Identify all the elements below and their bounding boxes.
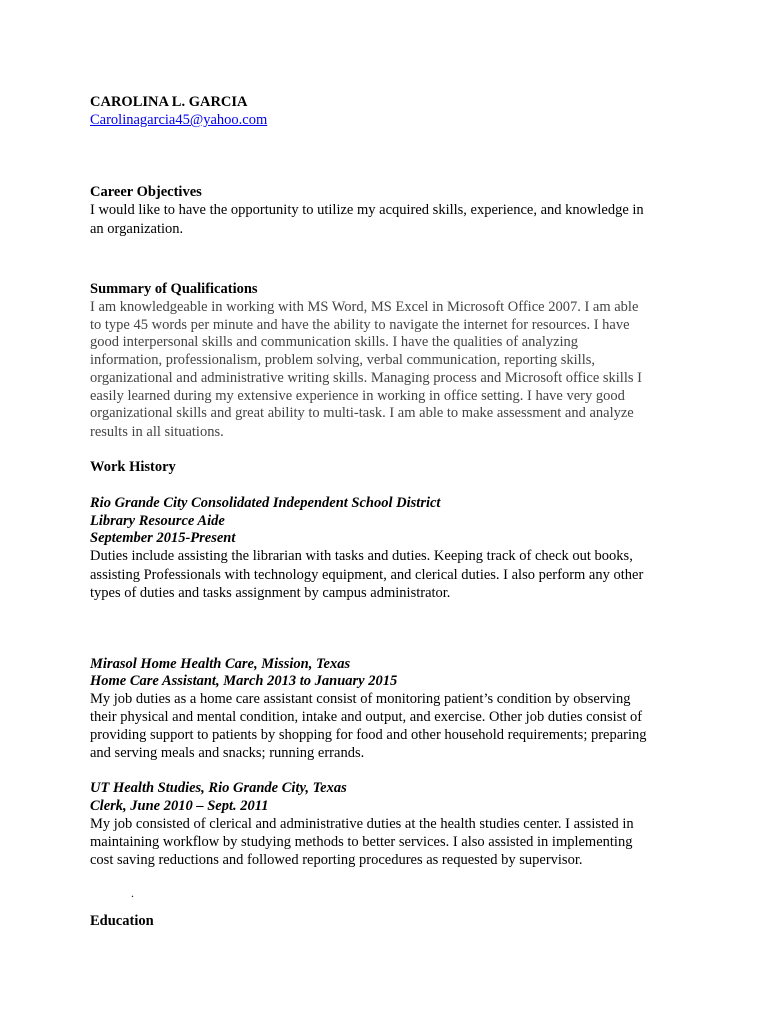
career-objectives-line: I would like to have the opportunity to utilize my acquired skills, experience, and knowledge in [90, 202, 644, 218]
summary-line: good interpersonal skills and communication skills. I have the qualities of analyzing [90, 334, 579, 350]
job-description-line: maintaining workflow by studying methods to better services. I also assisted in implementing [90, 834, 633, 850]
summary-line: I am knowledgeable in working with MS Word, MS Excel in Microsoft Office 2007. I am able [90, 299, 639, 315]
job-title-dates: Home Care Assistant, March 2013 to January 2015 [90, 673, 398, 689]
summary-line: to type 45 words per minute and have the ability to navigate the internet for resources. I have [90, 317, 630, 333]
summary-line: results in all situations. [90, 424, 224, 440]
summary-line: organizational and administrative writing skills. Managing process and Microsoft office skills I [90, 370, 642, 386]
job-description-line: My job consisted of clerical and administrative duties at the health studies center. I assisted in [90, 816, 634, 832]
job-description-line: cost saving reductions and followed reporting procedures as requested by supervisor. [90, 852, 583, 868]
job-employer: UT Health Studies, Rio Grande City, Texas [90, 780, 347, 796]
job-dates: September 2015-Present [90, 530, 236, 546]
applicant-name: CAROLINA L. GARCIA [90, 94, 248, 110]
job-description-line: assisting Professionals with technology equipment, and clerical duties. I also perform any other [90, 567, 644, 583]
career-objectives-heading: Career Objectives [90, 184, 202, 200]
job-title-dates: Clerk, June 2010 – Sept. 2011 [90, 798, 269, 814]
job-description-line: their physical and mental condition, intake and output, and exercise. Other job duties consist of [90, 709, 643, 725]
job-description-line: My job duties as a home care assistant consist of monitoring patient’s condition by observing [90, 691, 631, 707]
summary-line: information, professionalism, problem solving, verbal communication, reporting skills, [90, 352, 596, 368]
work-history-heading: Work History [90, 459, 176, 475]
stray-period-mark: . [131, 886, 134, 900]
job-employer: Rio Grande City Consolidated Independent School District [90, 495, 441, 511]
email-link[interactable]: Carolinagarcia45@yahoo.com [90, 112, 268, 128]
job-description-line: and serving meals and snacks; running errands. [90, 745, 365, 761]
job-description-line: types of duties and tasks assignment by campus administrator. [90, 585, 451, 601]
career-objectives-line: an organization. [90, 221, 184, 237]
job-employer: Mirasol Home Health Care, Mission, Texas [90, 656, 351, 672]
job-title: Library Resource Aide [90, 513, 225, 529]
job-description-line: providing support to patients by shopping for food and other household requirements; preparing [90, 727, 647, 743]
summary-heading: Summary of Qualifications [90, 281, 258, 297]
education-heading: Education [90, 913, 154, 929]
summary-line: organizational skills and great ability to multi-task. I am able to make assessment and analyze [90, 405, 634, 421]
job-description-line: Duties include assisting the librarian with tasks and duties. Keeping track of check out books, [90, 548, 633, 564]
summary-line: easily learned during my extensive experience in working in office setting. I have very good [90, 388, 625, 404]
